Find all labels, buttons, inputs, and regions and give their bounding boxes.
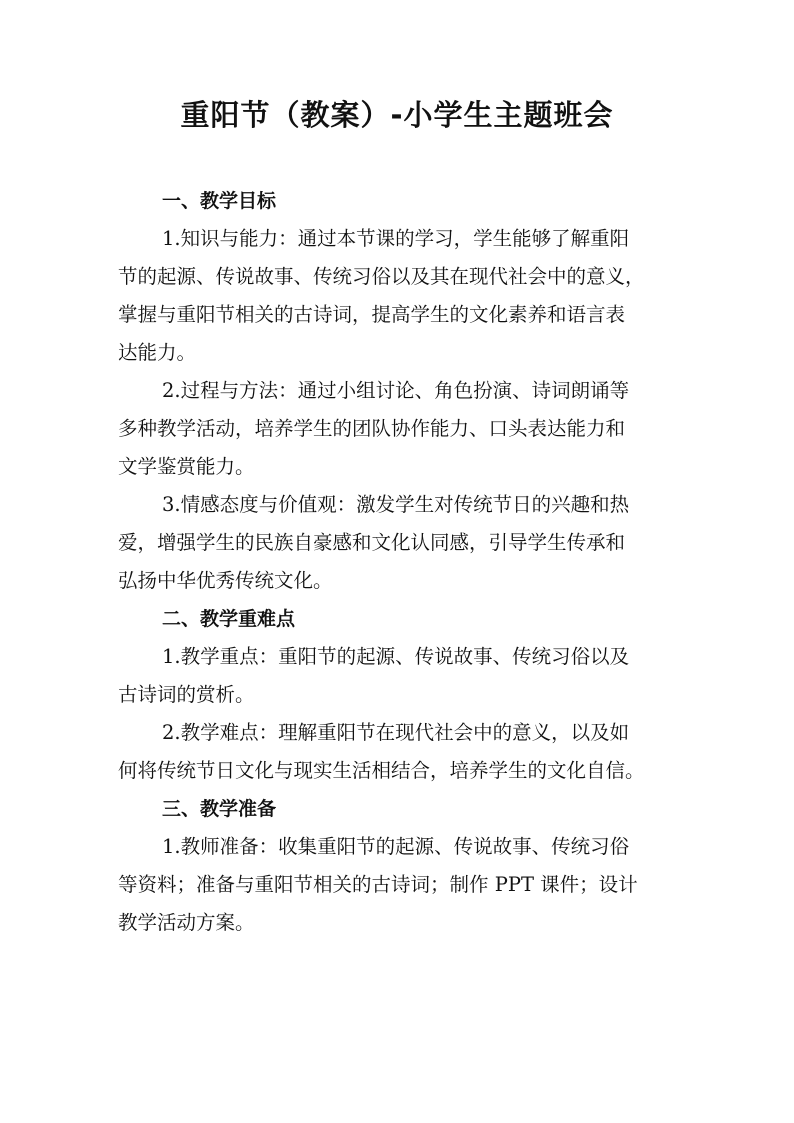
paragraph-process-method (118, 372, 678, 486)
paragraph-line: 达能力。 (118, 341, 197, 364)
paragraph-line: 古诗词的赏析。 (118, 683, 255, 706)
paragraph-key-points (118, 638, 678, 714)
paragraph-line: 1.教师准备：收集重阳节的起源、传说故事、传统习俗 (162, 835, 630, 858)
paragraph-teacher-preparation (118, 828, 678, 942)
section-heading: 一、教学目标 (162, 190, 277, 212)
paragraph-emotion-values (118, 486, 678, 600)
section-heading: 三、教学准备 (162, 798, 277, 820)
paragraph-line: 节的起源、传说故事、传统习俗以及其在现代社会中的意义， (118, 265, 645, 288)
paragraph-line: 1.知识与能力：通过本节课的学习，学生能够了解重阳 (162, 227, 630, 250)
paragraph-line: 弘扬中华优秀传统文化。 (118, 569, 333, 592)
paragraph-line: 等资料；准备与重阳节相关的古诗词；制作 PPT 课件；设计 (118, 873, 638, 896)
paragraph-line: 教学活动方案。 (118, 911, 255, 934)
paragraph-line: 多种教学活动，培养学生的团队协作能力、口头表达能力和 (118, 417, 626, 440)
paragraph-line: 何将传统节日文化与现实生活相结合，培养学生的文化自信。 (118, 759, 645, 782)
section-heading: 二、教学重难点 (162, 608, 296, 630)
paragraph-line: 1.教学重点：重阳节的起源、传说故事、传统习俗以及 (162, 645, 630, 668)
paragraph-line: 文学鉴赏能力。 (118, 455, 255, 478)
paragraph-line: 2.过程与方法：通过小组讨论、角色扮演、诗词朗诵等 (162, 379, 630, 402)
document-title: 重阳节（教案）-小学生主题班会 (180, 98, 614, 132)
paragraph-line: 2.教学难点：理解重阳节在现代社会中的意义，以及如 (162, 721, 630, 744)
section-teaching-objectives (118, 182, 678, 600)
section-key-difficult-points (118, 600, 678, 790)
paragraph-difficult-points (118, 714, 678, 790)
section-teaching-preparation (118, 790, 678, 942)
document-body (118, 182, 678, 942)
paragraph-line: 3.情感态度与价值观：激发学生对传统节日的兴趣和热 (162, 493, 630, 516)
paragraph-knowledge-ability (118, 220, 678, 372)
paragraph-line: 掌握与重阳节相关的古诗词，提高学生的文化素养和语言表 (118, 303, 626, 326)
paragraph-line: 爱，增强学生的民族自豪感和文化认同感，引导学生传承和 (118, 531, 626, 554)
